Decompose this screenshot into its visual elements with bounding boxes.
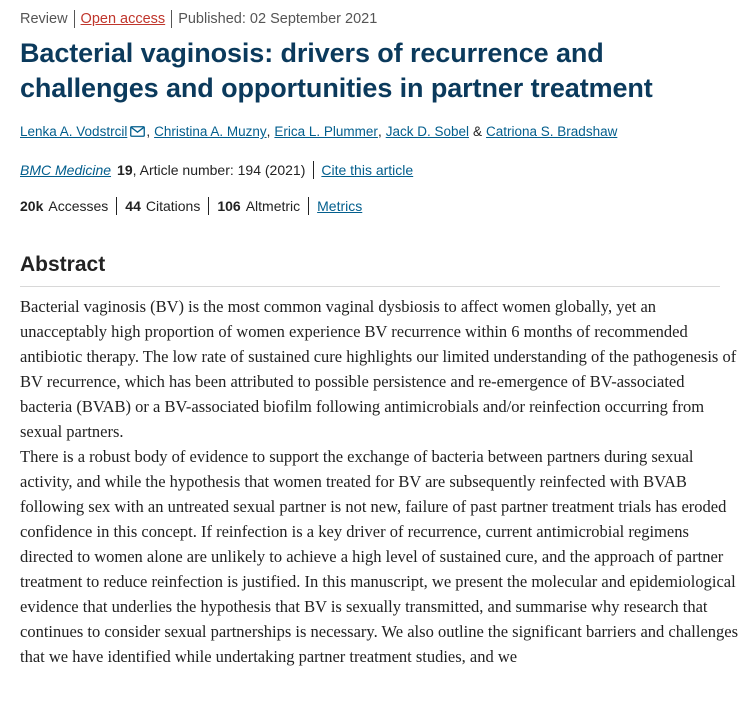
citations-count: 44 [125,198,141,214]
abstract-heading: Abstract [20,253,106,276]
meta-divider [171,10,172,28]
citation-line [20,161,413,179]
abstract-body [20,294,740,669]
metrics-divider [308,197,309,215]
citations-label: Citations [145,198,201,214]
author-separator: , [146,124,151,139]
author-link[interactable]: Christina A. Muzny [154,124,267,139]
author-list [20,124,617,139]
author-separator: & [473,124,483,139]
article-title: Bacterial vaginosis: drivers of recurrence and challenges and opportunities in partner treatment [20,38,653,103]
author-link[interactable]: Catriona S. Bradshaw [486,124,618,139]
abstract-paragraph: Bacterial vaginosis (BV) is the most common vaginal dysbiosis to affect women globally, yet an unacceptably high proportion of women experience BV recurrence within 6 months of recommended antibiotic therapy. The low rate of sustained cure highlights our limited understanding of the pathogenesis of BV recurrence, which has been attributed to possible persistence and re-emergence of BV-associated bacteria (BVAB) or a BV-associated biofilm following antimicrobials and/or reinfection occurring from sexual partners. [20,297,737,441]
metrics-divider [208,197,209,215]
accesses-count: 20k [20,198,44,214]
metrics-bar [20,197,362,215]
cite-article-link[interactable]: Cite this article [321,162,414,178]
mail-icon[interactable] [130,126,145,137]
author-separator: , [266,124,271,139]
author-link[interactable]: Lenka A. Vodstrcil [20,124,128,139]
published-date: Published: 02 September 2021 [178,11,378,27]
author-link[interactable]: Erica L. Plummer [274,124,378,139]
journal-volume: 19 [117,162,133,178]
abstract-paragraph: There is a robust body of evidence to support the exchange of bacteria between partners during sexual activity, and while the hypothesis that women treated for BV are subsequently reinfected with BVAB following sex with an untreated sexual partner is not new, failure of past partner treatment trials has eroded confidence in this concept. If reinfection is a key driver of recurrence, current antimicrobial regimens directed to women alone are unlikely to achieve a high level of sustained cure, and the approach of partner treatment to reduce reinfection is justified. In this manuscript, we present the molecular and epidemiological evidence that underlies the hypothesis that BV is sexually transmitted, and summarise why research that continues to consider sexual partnerships is necessary. We also outline the significant barriers and challenges that we have identified while undertaking partner treatment studies, and we [20,447,739,666]
open-access-link[interactable]: Open access [80,11,166,27]
altmetric-score: 106 [217,198,241,214]
altmetric-label: Altmetric [245,198,301,214]
metrics-link[interactable]: Metrics [317,198,363,214]
author-link[interactable]: Jack D. Sobel [385,124,469,139]
metrics-divider [116,197,117,215]
author-separator: , [377,124,382,139]
section-divider [20,286,720,287]
article-meta [20,10,377,28]
article-number: , Article number: 194 (2021) [132,162,306,178]
journal-link[interactable]: BMC Medicine [20,162,112,178]
citation-divider [313,161,314,179]
meta-divider [74,10,75,28]
accesses-label: Accesses [48,198,109,214]
article-type: Review [20,11,68,27]
